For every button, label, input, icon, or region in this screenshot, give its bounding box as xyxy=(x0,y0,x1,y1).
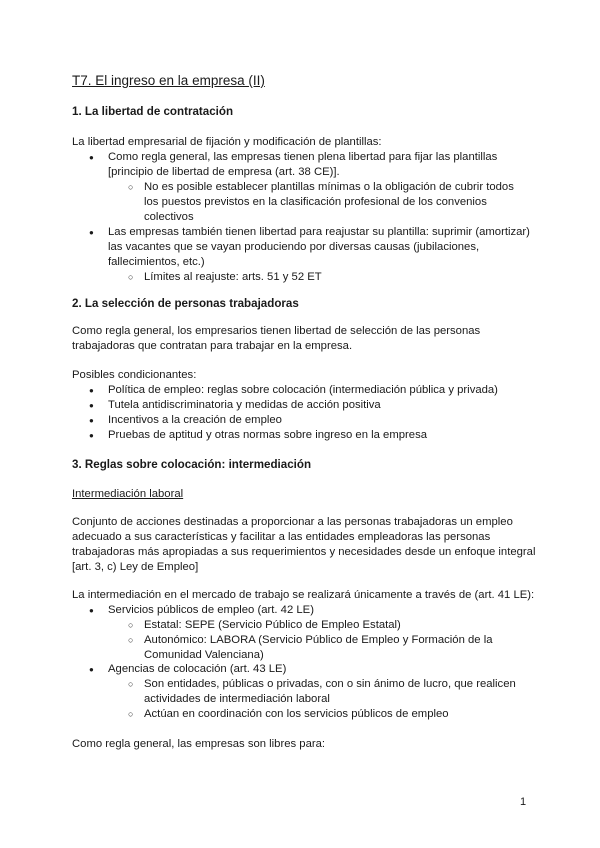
section-1-heading: 1. La libertad de contratación xyxy=(72,105,234,118)
bullet-item-cont: [principio de libertad de empresa (art. 38 CE)]. xyxy=(108,166,340,178)
section-1-intro: La libertad empresarial de fijación y modificación de plantillas: xyxy=(72,136,382,148)
paragraph-line: Como regla general, las empresas son libres para: xyxy=(72,738,326,750)
bullet-item: ● Como regla general, las empresas tienen plena libertad para fijar las plantillas xyxy=(108,150,497,165)
paragraph-line: La intermediación en el mercado de trabajo se realizará únicamente a través de (art. 41 LE): xyxy=(72,589,535,601)
paragraph-line: Como regla general, los empresarios tienen libertad de selección de las personas xyxy=(72,325,481,337)
sub-bullet-item: ○ No es posible establecer plantillas mínimas o la obligación de cubrir todos xyxy=(144,180,514,195)
paragraph-line: trabajadoras que contratan para trabajar en la empresa. xyxy=(72,340,353,352)
page-number: 1 xyxy=(520,796,527,808)
paragraph-line: [art. 3, c) Ley de Empleo] xyxy=(72,561,199,573)
sub-bullet-item-cont: Comunidad Valenciana) xyxy=(144,649,264,661)
paragraph-line: Conjunto de acciones destinadas a proporcionar a las personas trabajadoras un empleo xyxy=(72,516,513,528)
sub-bullet-item: ○ Límites al reajuste: arts. 51 y 52 ET xyxy=(144,270,322,285)
conditions-label: Posibles condicionantes: xyxy=(72,369,197,381)
sub-bullet-item-cont: actividades de intermediación laboral xyxy=(144,693,330,705)
bullet-item-cont: las vacantes que se vayan produciendo por diversas causas (jubilaciones, xyxy=(108,241,480,253)
bullet-item-cont: fallecimientos, etc.) xyxy=(108,256,205,268)
paragraph-line: trabajadoras más apropiadas a sus requerimientos y necesidades desde un enfoque integral xyxy=(72,546,536,558)
sub-bullet-item: ○ Estatal: SEPE (Servicio Público de Empleo Estatal) xyxy=(144,618,401,633)
bullet-item: ● Política de empleo: reglas sobre colocación (intermediación pública y privada) xyxy=(108,383,498,398)
bullet-item: ● Pruebas de aptitud y otras normas sobre ingreso en la empresa xyxy=(108,428,427,443)
section-3-heading: 3. Reglas sobre colocación: intermediación xyxy=(72,458,312,471)
paragraph-line: adecuado a sus características y facilitar a las entidades empleadoras las personas xyxy=(72,531,491,543)
sub-bullet-item-cont: los puestos previstos en la clasificación profesional de los convenios xyxy=(144,196,487,208)
section-2-heading: 2. La selección de personas trabajadoras xyxy=(72,297,299,310)
subheading: Intermediación laboral xyxy=(72,488,184,500)
document-title: T7. El ingreso en la empresa (II) xyxy=(72,73,265,88)
sub-bullet-item: ○ Son entidades, públicas o privadas, con o sin ánimo de lucro, que realicen xyxy=(144,677,516,692)
bullet-item: ● Tutela antidiscriminatoria y medidas de acción positiva xyxy=(108,398,381,413)
sub-bullet-item: ○ Actúan en coordinación con los servicios públicos de empleo xyxy=(144,707,449,722)
bullet-item: ● Agencias de colocación (art. 43 LE) xyxy=(108,662,286,677)
sub-bullet-item-cont: colectivos xyxy=(144,211,194,223)
bullet-item: ● Las empresas también tienen libertad para reajustar su plantilla: suprimir (amortizar) xyxy=(108,225,530,240)
bullet-item: ● Incentivos a la creación de empleo xyxy=(108,413,282,428)
bullet-item: ● Servicios públicos de empleo (art. 42 LE) xyxy=(108,603,314,618)
sub-bullet-item: ○ Autonómico: LABORA (Servicio Público de Empleo y Formación de la xyxy=(144,633,492,648)
